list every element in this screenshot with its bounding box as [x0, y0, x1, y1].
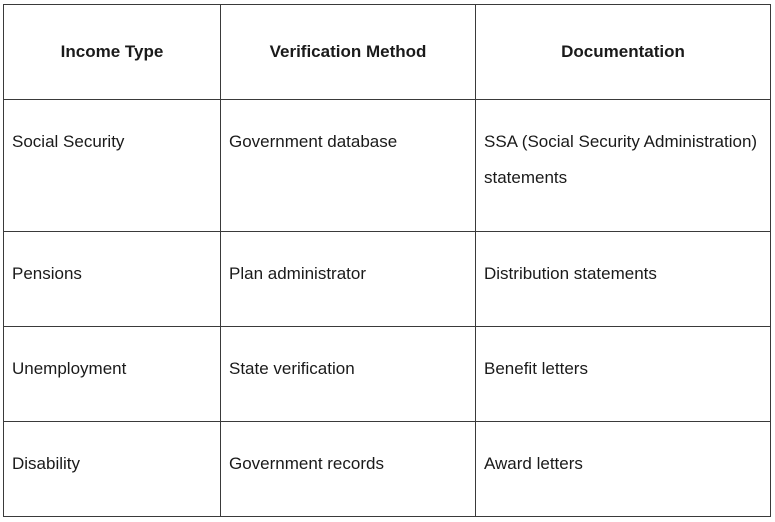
table-header — [4, 5, 771, 100]
cell-income-type: Disability — [4, 422, 221, 517]
cell-documentation: SSA (Social Security Administration) statements — [476, 100, 771, 232]
cell-verification-method: Government records — [221, 422, 476, 517]
header-income-type: Income Type — [4, 5, 221, 100]
cell-income-type: Unemployment — [4, 327, 221, 422]
income-verification-table — [3, 4, 771, 517]
income-verification-table-wrapper — [3, 4, 771, 517]
table-body — [4, 100, 771, 517]
table-row — [4, 422, 771, 517]
cell-verification-method: State verification — [221, 327, 476, 422]
cell-documentation: Award letters — [476, 422, 771, 517]
header-row — [4, 5, 771, 100]
table-row — [4, 327, 771, 422]
cell-verification-method: Plan administrator — [221, 232, 476, 327]
cell-documentation: Distribution statements — [476, 232, 771, 327]
cell-verification-method: Government database — [221, 100, 476, 232]
header-verification-method: Verification Method — [221, 5, 476, 100]
cell-income-type: Pensions — [4, 232, 221, 327]
cell-income-type: Social Security — [4, 100, 221, 232]
cell-documentation: Benefit letters — [476, 327, 771, 422]
table-row — [4, 100, 771, 232]
header-documentation: Documentation — [476, 5, 771, 100]
table-row — [4, 232, 771, 327]
